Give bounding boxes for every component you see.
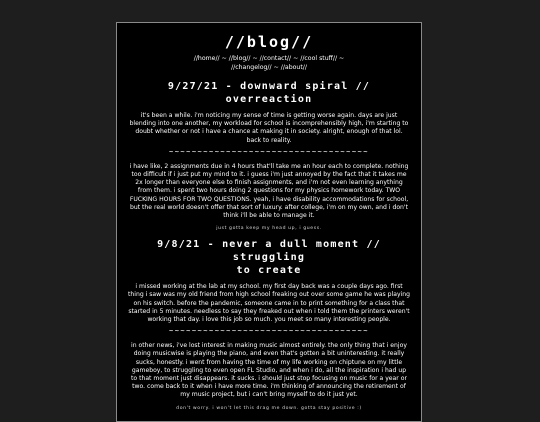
post-title: 9/27/21 - downward spiral // overreaction [167, 81, 371, 105]
post-signoff: just gotta keep my head up, i guess. [216, 226, 322, 232]
site-nav [128, 55, 410, 72]
post-title [128, 238, 410, 277]
section-divider: ~~~~~~~~~~~~~~~~~~~~~~~~~~~~~~~~~~~ [168, 327, 369, 336]
nav-separator: ~ [337, 55, 345, 62]
nav-separator: ~ [219, 55, 229, 62]
nav-link-about[interactable]: //about// [280, 63, 307, 71]
post-paragraph: i missed working at the lab at my school. my first day back was a couple days ago. first thing i saw was my old friend from high school freaking out over some game he was playing on his switch. before the pandemic, someone came in to print something for a class that started in 5 minutes. needless to say they freaked out when i told them the printers weren't working that day. i love this job so much. you meet so many interesting people. [128, 283, 410, 324]
nav-separator: ~ [271, 63, 281, 71]
nav-link-blog[interactable]: //blog// [228, 55, 251, 62]
blog-container [116, 22, 422, 422]
nav-separator: ~ [250, 55, 260, 62]
page-title: //blog// [224, 33, 314, 51]
nav-separator: ~ [291, 55, 301, 62]
section-divider: ~~~~~~~~~~~~~~~~~~~~~~~~~~~~~~~~~~~ [168, 147, 369, 156]
post-title-line: to create [236, 265, 302, 277]
post-paragraph: it's been a while. i'm noticing my sense of time is getting worse again. days are just blending into one another, my workload for school is incomprehensibly high, i'm starting to doubt whether or not i have a chance at making it in society. alright, enough of that lol. back to reality. [129, 112, 409, 144]
blog-post [128, 238, 410, 411]
blog-post [128, 80, 410, 232]
nav-link-home[interactable]: //home// [193, 55, 220, 62]
nav-link-contact[interactable]: //contact// [259, 55, 292, 62]
post-paragraph: in other news, i've lost interest in making music almost entirely. the only thing that i enjoy doing musicwise is playing the piano, and even that's gotten a bit uninteresting. it really sucks, honestly. i went from having the time of my life working on chiptune on my little gameboy, to struggling to even open FL Studio, and when i do, all the inspiration i had up to that moment just disappears. it sucks. i should just stop focusing on music for a year or two. come back to it when i have more time. i'm thinking of announcing the retirement of my music project, but i can't bring myself to do it just yet. [131, 342, 407, 399]
post-paragraph: i have like, 2 assignments due in 4 hours that'll take me an hour each to complete. nothing too difficult if i just put my mind to it. i guess i'm just annoyed by the fact that it takes me 2x longer than everyone else to finish assignments, and i'm not even learning anything from them. i spent two hours doing 2 questions for my physics homework today. TWO FUCKING HOURS FOR TWO QUESTIONS. yeah, i have disability accommodations for school, but the real world doesn't offer that sort of luxury. after college, i'm on my own, and i don't think i'll be able to manage it. [129, 162, 409, 220]
post-title-line: 9/8/21 - never a dull moment // struggling [157, 239, 381, 264]
nav-link-cool-stuff[interactable]: //cool stuff// [300, 55, 338, 62]
post-signoff: don't worry. i won't let this drag me down. gotta stay positive :) [176, 405, 362, 411]
nav-link-changelog[interactable]: //changelog// [231, 63, 272, 71]
